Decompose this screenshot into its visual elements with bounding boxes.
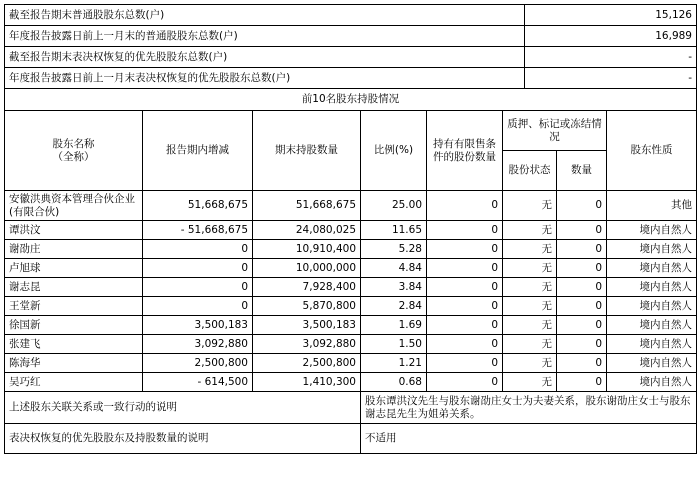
cell-qty: 0: [557, 221, 607, 240]
summary-value: -: [525, 68, 697, 89]
cell-status: 无: [503, 278, 557, 297]
table-row: [5, 335, 697, 354]
cell-held: 2,500,800: [253, 354, 361, 373]
note-label: 表决权恢复的优先股股东及持股数量的说明: [5, 424, 361, 454]
table-row: [5, 191, 697, 221]
header-held: 期末持股数量: [253, 111, 361, 191]
top10-shareholders-table: [4, 88, 697, 454]
cell-nature: 境内自然人: [607, 240, 697, 259]
cell-ratio: 0.68: [361, 373, 427, 392]
cell-nature: 境内自然人: [607, 316, 697, 335]
cell-held: 10,910,400: [253, 240, 361, 259]
cell-status: 无: [503, 191, 557, 221]
cell-held: 3,092,880: [253, 335, 361, 354]
cell-nature: 境内自然人: [607, 373, 697, 392]
cell-qty: 0: [557, 278, 607, 297]
table-row: [5, 316, 697, 335]
cell-status: 无: [503, 221, 557, 240]
cell-held: 5,870,800: [253, 297, 361, 316]
cell-qty: 0: [557, 373, 607, 392]
header-pledge-qty: 数量: [557, 151, 607, 191]
cell-restricted: 0: [427, 278, 503, 297]
cell-ratio: 11.65: [361, 221, 427, 240]
cell-restricted: 0: [427, 221, 503, 240]
header-name: 股东名称 （全称）: [5, 111, 143, 191]
cell-nature: 境内自然人: [607, 335, 697, 354]
cell-nature: 境内自然人: [607, 221, 697, 240]
summary-row: [5, 47, 697, 68]
cell-nature: 其他: [607, 191, 697, 221]
cell-qty: 0: [557, 316, 607, 335]
cell-status: 无: [503, 316, 557, 335]
summary-value: 16,989: [525, 26, 697, 47]
cell-restricted: 0: [427, 240, 503, 259]
cell-name: 陈海华: [5, 354, 143, 373]
cell-name: 安徽洪典资本管理合伙企业(有限合伙): [5, 191, 143, 221]
header-ratio: 比例(%): [361, 111, 427, 191]
cell-restricted: 0: [427, 259, 503, 278]
cell-restricted: 0: [427, 297, 503, 316]
cell-change: 51,668,675: [143, 191, 253, 221]
cell-change: 3,092,880: [143, 335, 253, 354]
summary-label: 截至报告期末普通股股东总数(户): [5, 5, 525, 26]
cell-ratio: 1.50: [361, 335, 427, 354]
cell-ratio: 4.84: [361, 259, 427, 278]
cell-name: 吴巧红: [5, 373, 143, 392]
cell-qty: 0: [557, 191, 607, 221]
shareholder-summary-table: [4, 4, 697, 89]
summary-label: 年度报告披露日前上一月末的普通股股东总数(户): [5, 26, 525, 47]
note-row: [5, 424, 697, 454]
cell-ratio: 1.21: [361, 354, 427, 373]
header-pledge-status: 股份状态: [503, 151, 557, 191]
note-value: 股东谭洪汶先生与股东谢劭庄女士为夫妻关系，股东谢劭庄女士与股东谢志昆先生为姐弟关系。: [361, 392, 697, 424]
cell-status: 无: [503, 373, 557, 392]
cell-restricted: 0: [427, 373, 503, 392]
table-row: [5, 354, 697, 373]
cell-name: 谭洪汶: [5, 221, 143, 240]
cell-ratio: 2.84: [361, 297, 427, 316]
summary-row: [5, 26, 697, 47]
cell-change: 2,500,800: [143, 354, 253, 373]
table-row: [5, 259, 697, 278]
note-row: [5, 392, 697, 424]
cell-status: 无: [503, 240, 557, 259]
summary-value: 15,126: [525, 5, 697, 26]
cell-ratio: 5.28: [361, 240, 427, 259]
note-value: 不适用: [361, 424, 697, 454]
table-row: [5, 278, 697, 297]
cell-change: 3,500,183: [143, 316, 253, 335]
cell-status: 无: [503, 259, 557, 278]
cell-ratio: 25.00: [361, 191, 427, 221]
header-pledge-group: 质押、标记或冻结情况: [503, 111, 607, 151]
cell-held: 7,928,400: [253, 278, 361, 297]
cell-ratio: 1.69: [361, 316, 427, 335]
cell-name: 卢旭球: [5, 259, 143, 278]
cell-held: 51,668,675: [253, 191, 361, 221]
cell-ratio: 3.84: [361, 278, 427, 297]
cell-qty: 0: [557, 354, 607, 373]
table-title: 前10名股东持股情况: [5, 89, 697, 111]
cell-restricted: 0: [427, 191, 503, 221]
cell-name: 王堂新: [5, 297, 143, 316]
header-nature: 股东性质: [607, 111, 697, 191]
cell-change: - 51,668,675: [143, 221, 253, 240]
cell-nature: 境内自然人: [607, 278, 697, 297]
cell-qty: 0: [557, 335, 607, 354]
summary-value: -: [525, 47, 697, 68]
cell-change: 0: [143, 259, 253, 278]
cell-change: 0: [143, 240, 253, 259]
cell-status: 无: [503, 335, 557, 354]
summary-row: [5, 5, 697, 26]
summary-row: [5, 68, 697, 89]
cell-held: 10,000,000: [253, 259, 361, 278]
cell-status: 无: [503, 354, 557, 373]
cell-change: 0: [143, 297, 253, 316]
cell-name: 张建飞: [5, 335, 143, 354]
cell-name: 徐国新: [5, 316, 143, 335]
table-row: [5, 221, 697, 240]
cell-qty: 0: [557, 297, 607, 316]
cell-held: 1,410,300: [253, 373, 361, 392]
cell-held: 24,080,025: [253, 221, 361, 240]
cell-qty: 0: [557, 259, 607, 278]
cell-restricted: 0: [427, 316, 503, 335]
header-restricted: 持有有限售条件的股份数量: [427, 111, 503, 191]
cell-qty: 0: [557, 240, 607, 259]
cell-name: 谢志昆: [5, 278, 143, 297]
table-row: [5, 373, 697, 392]
cell-change: 0: [143, 278, 253, 297]
cell-name: 谢劭庄: [5, 240, 143, 259]
cell-nature: 境内自然人: [607, 259, 697, 278]
header-change: 报告期内增减: [143, 111, 253, 191]
cell-nature: 境内自然人: [607, 354, 697, 373]
cell-restricted: 0: [427, 335, 503, 354]
cell-held: 3,500,183: [253, 316, 361, 335]
cell-status: 无: [503, 297, 557, 316]
cell-restricted: 0: [427, 354, 503, 373]
cell-nature: 境内自然人: [607, 297, 697, 316]
table-row: [5, 240, 697, 259]
table-row: [5, 297, 697, 316]
cell-change: - 614,500: [143, 373, 253, 392]
summary-label: 截至报告期末表决权恢复的优先股股东总数(户): [5, 47, 525, 68]
summary-label: 年度报告披露日前上一月末表决权恢复的优先股股东总数(户): [5, 68, 525, 89]
note-label: 上述股东关联关系或一致行动的说明: [5, 392, 361, 424]
